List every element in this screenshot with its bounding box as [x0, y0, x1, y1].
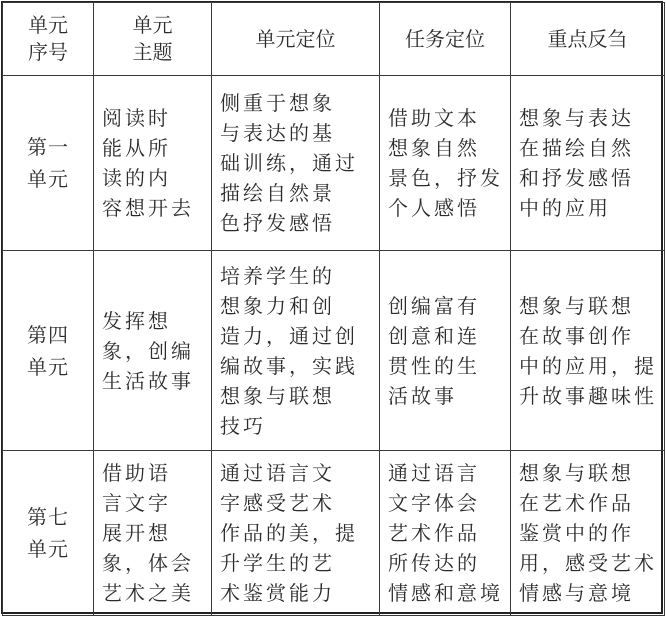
cell-unit-positioning: 培养学生的 想象力和创 造力，通过创 编故事，实践 想象与联想 技巧 — [212, 251, 380, 451]
cell-unit-theme: 借助语 言文字 展开想 象，体会 艺术之美 — [94, 451, 212, 616]
cell-unit-number: 第四 单元 — [3, 251, 94, 451]
table-header-row — [3, 3, 665, 76]
cell-unit-number: 第一 单元 — [3, 76, 94, 251]
header-unit-number: 单元 序号 — [3, 3, 94, 76]
header-unit-positioning: 单元定位 — [212, 3, 380, 76]
cell-task-positioning: 借助文本 想象自然 景色，抒发 个人感悟 — [380, 76, 511, 251]
cell-unit-number: 第七 单元 — [3, 451, 94, 616]
cell-task-positioning: 创编富有 创意和连 贯性的生 活故事 — [380, 251, 511, 451]
cell-task-positioning: 通过语言 文字体会 艺术作品 所传达的 情感和意境 — [380, 451, 511, 616]
cell-key-focus: 想象与联想 在故事创作 中的应用，提 升故事趣味性 — [511, 251, 665, 451]
cell-unit-theme: 发挥想 象，创编 生活故事 — [94, 251, 212, 451]
header-task-positioning: 任务定位 — [380, 3, 511, 76]
table-row — [3, 251, 665, 451]
cell-unit-positioning: 侧重于想象 与表达的基 础训练，通过 描绘自然景 色抒发感悟 — [212, 76, 380, 251]
cell-unit-positioning: 通过语言文 字感受艺术 作品的美，提 升学生的艺 术鉴赏能力 — [212, 451, 380, 616]
unit-plan-table — [2, 2, 665, 616]
header-unit-theme: 单元 主题 — [94, 3, 212, 76]
table-row — [3, 76, 665, 251]
cell-key-focus: 想象与联想 在艺术作品 鉴赏中的作 用，感受艺术 情感与意境 — [511, 451, 665, 616]
cell-unit-theme: 阅读时 能从所 读的内 容想开去 — [94, 76, 212, 251]
table-row — [3, 451, 665, 616]
cell-key-focus: 想象与表达 在描绘自然 和抒发感悟 中的应用 — [511, 76, 665, 251]
header-key-focus: 重点反刍 — [511, 3, 665, 76]
